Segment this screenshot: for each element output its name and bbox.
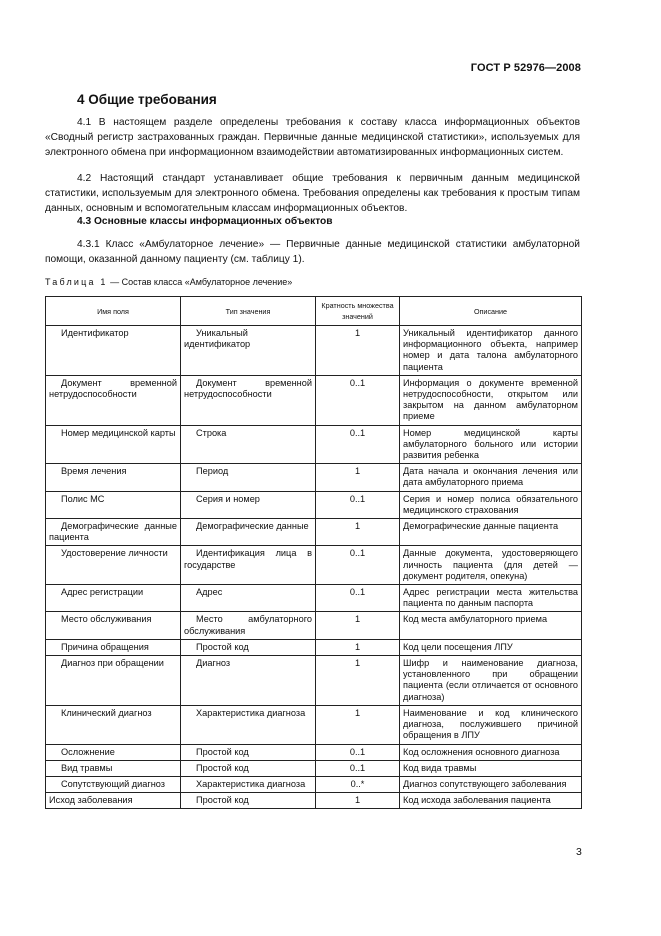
description-cell-text: Код осложнения основного диагноза xyxy=(403,746,560,757)
multiplicity-cell-text: 1 xyxy=(354,614,361,625)
value-type-cell-text: Идентификация лица в государстве xyxy=(184,548,312,570)
multiplicity-cell-text: 0..1 xyxy=(349,762,366,773)
multiplicity-cell xyxy=(316,639,400,655)
field-name-cell xyxy=(46,585,181,612)
table-row xyxy=(46,612,582,639)
value-type-cell-text: Характеристика диагноза xyxy=(196,707,306,718)
value-type-cell-text: Период xyxy=(196,466,229,477)
multiplicity-cell xyxy=(316,546,400,585)
table-caption xyxy=(45,277,292,287)
multiplicity-cell-text: 1 xyxy=(354,328,361,338)
value-type-cell xyxy=(181,760,316,776)
table-row xyxy=(46,744,582,760)
multiplicity-cell-text: 0..1 xyxy=(349,427,366,438)
value-type-cell xyxy=(181,375,316,425)
multiplicity-cell xyxy=(316,612,400,639)
description-cell xyxy=(400,519,582,546)
header-multiplicity: Кратность множества значений xyxy=(316,297,400,326)
class-composition-table xyxy=(45,296,582,809)
field-name-cell xyxy=(46,705,181,744)
paragraph-4-3-1: 4.3.1 Класс «Амбулаторное лечение» — Первичные данные медицинской статистики амбулаторной помощи, оказанной данному пациенту (см. таблицу 1). xyxy=(45,239,580,265)
multiplicity-cell xyxy=(316,744,400,760)
field-name-cell-text: Сопутствующий диагноз xyxy=(61,778,166,789)
multiplicity-cell-text: 1 xyxy=(354,658,361,669)
table-row xyxy=(46,425,582,464)
document-id: ГОСТ Р 52976—2008 xyxy=(470,62,581,74)
description-cell-text: Данные документа, удостоверяющего личность пациента (для детей — документ родителя, опекуна) xyxy=(403,548,578,581)
value-type-cell xyxy=(181,776,316,792)
value-type-cell xyxy=(181,519,316,546)
value-type-cell-text: Уникальный идентификатор xyxy=(184,328,251,350)
table-caption-text: — Состав класса «Амбулаторное лечение» xyxy=(107,277,293,287)
multiplicity-cell xyxy=(316,793,400,809)
description-cell-text: Информация о документе временной нетрудоспособности, открытом или закрытом на данном амбулаторном приеме xyxy=(403,377,578,422)
value-type-cell xyxy=(181,639,316,655)
multiplicity-cell-text: 0..1 xyxy=(349,493,366,504)
field-name-cell-text: Демографические данные пациента xyxy=(49,521,177,543)
field-name-cell xyxy=(46,793,181,809)
value-type-cell xyxy=(181,464,316,491)
value-type-cell xyxy=(181,705,316,744)
multiplicity-cell xyxy=(316,656,400,706)
table-row xyxy=(46,656,582,706)
description-cell-text: Уникальный идентификатор данного информационного объекта, например номер и дата талона амбулаторного пациента xyxy=(403,328,578,372)
description-cell xyxy=(400,375,582,425)
value-type-cell-text: Документ временной нетрудоспособности xyxy=(184,377,312,400)
description-cell xyxy=(400,491,582,518)
field-name-cell-text: Осложнение xyxy=(61,746,115,757)
description-cell xyxy=(400,464,582,491)
table-row xyxy=(46,639,582,655)
description-cell-text: Код исхода заболевания пациента xyxy=(403,795,551,806)
multiplicity-cell-text: 0..1 xyxy=(349,746,366,757)
value-type-cell xyxy=(181,491,316,518)
description-cell-text: Дата начала и окончания лечения или дата амбулаторного приема xyxy=(403,466,578,488)
multiplicity-cell xyxy=(316,464,400,491)
value-type-cell-text: Простой код xyxy=(196,641,249,652)
value-type-cell-text: Диагноз xyxy=(196,658,231,669)
field-name-cell-text: Время лечения xyxy=(61,466,127,477)
header-field-name: Имя поля xyxy=(46,297,181,326)
value-type-cell xyxy=(181,585,316,612)
description-cell xyxy=(400,744,582,760)
multiplicity-cell xyxy=(316,375,400,425)
multiplicity-cell-text: 0..1 xyxy=(349,548,366,559)
description-cell xyxy=(400,639,582,655)
table-row xyxy=(46,705,582,744)
value-type-cell xyxy=(181,326,316,376)
description-cell xyxy=(400,705,582,744)
value-type-cell-text: Характеристика диагноза xyxy=(196,778,306,789)
table-caption-label: Таблица 1 xyxy=(45,277,108,287)
field-name-cell-text: Клинический диагноз xyxy=(61,707,152,718)
table-row xyxy=(46,776,582,792)
value-type-cell xyxy=(181,793,316,809)
multiplicity-cell xyxy=(316,760,400,776)
field-name-cell-text: Вид травмы xyxy=(61,762,113,773)
table-row xyxy=(46,760,582,776)
value-type-cell-text: Простой код xyxy=(196,746,249,757)
multiplicity-cell-text: 1 xyxy=(354,707,361,718)
multiplicity-cell xyxy=(316,519,400,546)
field-name-cell xyxy=(46,656,181,706)
multiplicity-cell-text: 1 xyxy=(354,795,361,806)
description-cell-text: Код цели посещения ЛПУ xyxy=(403,641,513,652)
field-name-cell-text: Адрес регистрации xyxy=(61,587,144,598)
description-cell-text: Шифр и наименование диагноза, установленного при обращении пациента (если отличается от основного диагноза) xyxy=(403,658,578,702)
value-type-cell xyxy=(181,656,316,706)
multiplicity-cell-text: 1 xyxy=(354,521,361,532)
table-row xyxy=(46,375,582,425)
table-row xyxy=(46,491,582,518)
table-row xyxy=(46,546,582,585)
field-name-cell-text: Исход заболевания xyxy=(49,795,133,806)
description-cell-text: Адрес регистрации места жительства пациента по данным паспорта xyxy=(403,587,578,609)
table-row xyxy=(46,519,582,546)
value-type-cell-text: Простой код xyxy=(196,795,249,806)
field-name-cell-text: Документ временной нетрудоспособности xyxy=(49,377,177,400)
value-type-cell-text: Серия и номер xyxy=(196,493,260,504)
description-cell xyxy=(400,612,582,639)
description-cell-text: Код места амбулаторного приема xyxy=(403,614,548,625)
header-description: Описание xyxy=(400,297,582,326)
value-type-cell-text: Место амбулаторного обслуживания xyxy=(184,614,312,636)
paragraph-4-2: 4.2 Настоящий стандарт устанавливает общие требования к первичным данным медицинской статистики, используемым для электронного обмена. Требования определены как требования к простым типам данных, основным и вспомогательным классам информационных объектов. xyxy=(45,173,580,214)
description-cell-text: Серия и номер полиса обязательного медицинского страхования xyxy=(403,493,578,515)
multiplicity-cell-text: 1 xyxy=(354,641,361,652)
field-name-cell xyxy=(46,519,181,546)
field-name-cell xyxy=(46,464,181,491)
header-value-type: Тип значения xyxy=(181,297,316,326)
multiplicity-cell-text: 0..* xyxy=(350,778,365,789)
description-cell xyxy=(400,326,582,376)
table-row xyxy=(46,326,582,376)
field-name-cell xyxy=(46,546,181,585)
field-name-cell xyxy=(46,760,181,776)
page-number: 3 xyxy=(576,846,582,858)
field-name-cell xyxy=(46,491,181,518)
description-cell-text: Диагноз сопутствующего заболевания xyxy=(403,778,567,789)
field-name-cell-text: Удостоверение личности xyxy=(61,548,168,559)
value-type-cell xyxy=(181,612,316,639)
subsection-title: 4.3 Основные классы информационных объектов xyxy=(77,216,333,227)
paragraph-4-1: 4.1 В настоящем разделе определены требования к составу класса информационных объектов «Сводный регистр застрахованных граждан. Первичные данные медицинской статистики», используемых для электронного обмена при информационном взаимодействии автоматизированных информационных систем. xyxy=(45,117,580,158)
multiplicity-cell xyxy=(316,491,400,518)
field-name-cell xyxy=(46,744,181,760)
value-type-cell-text: Адрес xyxy=(196,587,223,598)
field-name-cell-text: Идентификатор xyxy=(61,328,129,338)
table-row xyxy=(46,585,582,612)
field-name-cell xyxy=(46,425,181,464)
description-cell xyxy=(400,585,582,612)
table-row xyxy=(46,793,582,809)
description-cell xyxy=(400,776,582,792)
multiplicity-cell xyxy=(316,585,400,612)
value-type-cell xyxy=(181,546,316,585)
description-cell-text: Демографические данные пациента xyxy=(403,521,559,532)
description-cell xyxy=(400,656,582,706)
field-name-cell xyxy=(46,776,181,792)
multiplicity-cell xyxy=(316,776,400,792)
field-name-cell-text: Диагноз при обращении xyxy=(61,658,164,669)
multiplicity-cell-text: 0..1 xyxy=(349,587,366,598)
field-name-cell-text: Полис МС xyxy=(61,493,105,504)
multiplicity-cell-text: 0..1 xyxy=(349,377,366,388)
field-name-cell xyxy=(46,612,181,639)
table-body xyxy=(46,326,582,809)
field-name-cell-text: Место обслуживания xyxy=(61,614,152,625)
field-name-cell xyxy=(46,375,181,425)
description-cell-text: Код вида травмы xyxy=(403,762,477,773)
multiplicity-cell-text: 1 xyxy=(354,466,361,477)
description-cell-text: Номер медицинской карты амбулаторного больного или истории развития ребенка xyxy=(403,427,578,461)
value-type-cell-text: Строка xyxy=(196,427,227,438)
description-cell xyxy=(400,760,582,776)
description-cell xyxy=(400,546,582,585)
description-cell-text: Наименование и код клинического диагноза, послужившего причиной обращения в ЛПУ xyxy=(403,707,578,741)
table-header-row xyxy=(46,297,582,326)
section-title: 4 Общие требования xyxy=(77,92,217,107)
multiplicity-cell xyxy=(316,705,400,744)
table-row xyxy=(46,464,582,491)
value-type-cell-text: Демографические данные xyxy=(196,521,309,532)
field-name-cell xyxy=(46,639,181,655)
description-cell xyxy=(400,425,582,464)
field-name-cell-text: Причина обращения xyxy=(61,641,149,652)
field-name-cell xyxy=(46,326,181,376)
multiplicity-cell xyxy=(316,425,400,464)
value-type-cell-text: Простой код xyxy=(196,762,249,773)
field-name-cell-text: Номер медицинской карты xyxy=(61,427,176,438)
description-cell xyxy=(400,793,582,809)
value-type-cell xyxy=(181,744,316,760)
multiplicity-cell xyxy=(316,326,400,376)
value-type-cell xyxy=(181,425,316,464)
